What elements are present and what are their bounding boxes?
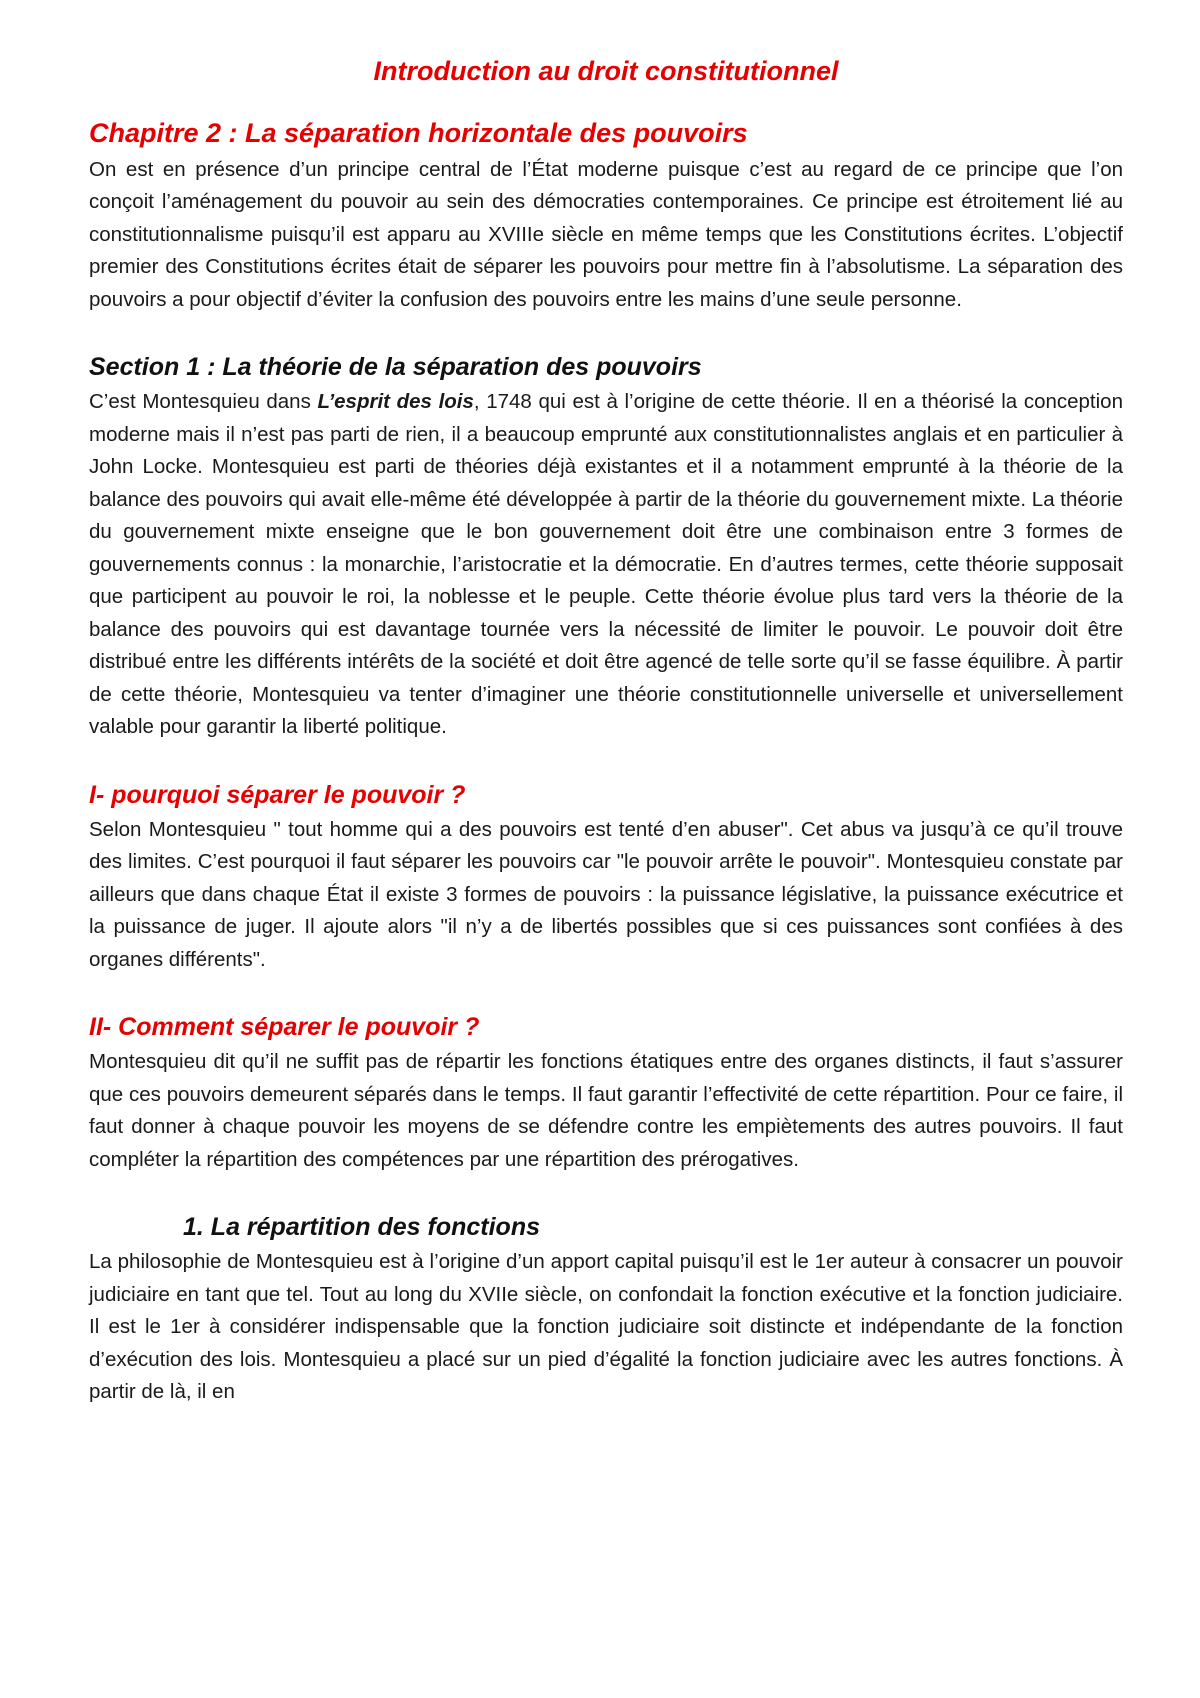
- section-1-paragraph: [89, 386, 1123, 744]
- document-title: Introduction au droit constitutionnel: [373, 56, 839, 86]
- part-2-paragraph: Montesquieu dit qu’il ne suffit pas de répartir les fonctions étatiques entre des organes distincts, il faut s’assurer que ces pouvoirs demeurent séparés dans le temps. Il faut garantir l’effectivité de cette répartition. Pour ce faire, il faut donner à chaque pouvoir les moyens de se défendre contre les empiètements des autres pouvoirs. Il faut compléter la répartition des compétences par une répartition des prérogatives.: [89, 1050, 1123, 1171]
- section-1-heading: Section 1 : La théorie de la séparation des pouvoirs: [89, 353, 702, 382]
- document-page: [89, 55, 1123, 1409]
- subsection-1-heading: 1. La répartition des fonctions: [183, 1213, 540, 1242]
- work-title-esprit-des-lois: L’esprit des lois: [317, 390, 474, 414]
- section-1-text-before: C’est Montesquieu dans: [89, 390, 318, 414]
- chapter-heading: Chapitre 2 : La séparation horizontale des pouvoirs: [89, 118, 748, 149]
- part-1-heading: I- pourquoi séparer le pouvoir ?: [89, 780, 466, 809]
- part-2-heading: II- Comment séparer le pouvoir ?: [89, 1013, 480, 1042]
- subsection-1-paragraph: La philosophie de Montesquieu est à l’origine d’un apport capital puisqu’il est le 1er auteur à consacrer un pouvoir judiciaire en tant que tel. Tout au long du XVIIe siècle, on confondait la fonction exécutive et la fonction judiciaire. Il est le 1er à considérer indispensable que la fonction judiciaire soit distincte et indépendante de la fonction d’exécution des lois. Montesquieu a placé sur un pied d’égalité la fonction judiciaire avec les autres fonctions. À partir de là, il en: [89, 1250, 1123, 1404]
- part-1-paragraph: Selon Montesquieu " tout homme qui a des pouvoirs est tenté d’en abuser". Cet abus va jusqu’à ce qu’il trouve des limites. C’est pourquoi il faut séparer les pouvoirs car "le pouvoir arrête le pouvoir". Montesquieu constate par ailleurs que dans chaque État il existe 3 formes de pouvoirs : la puissance législative, la puissance exécutrice et la puissance de juger. Il ajoute alors "il n’y a de libertés possibles que si ces puissances sont confiées à des organes différents".: [89, 817, 1123, 971]
- section-1-text-after: , 1748 qui est à l’origine de cette théorie. Il en a théorisé la conception moderne mais il n’est pas parti de rien, il a beaucoup emprunté aux constitutionnalistes anglais et en particulier à John Locke. Montesquieu est parti de théories déjà existantes et il a notamment emprunté à la théorie de la balance des pouvoirs qui avait elle-même été développée à partir de la théorie du gouvernement mixte. La théorie du gouvernement mixte enseigne que le bon gouvernement doit être une combinaison entre 3 formes de gouvernements connus : la monarchie, l’aristocratie et la démocratie. En d’autres termes, cette théorie supposait que participent au pouvoir le roi, la noblesse et le peuple. Cette théorie évolue plus tard vers la théorie de la balance des pouvoirs qui est davantage tournée vers la nécessité de limiter le pouvoir. Le pouvoir doit être distribué entre les différents intérêts de la société et doit être agencé de telle sorte qu’il se fasse équilibre. À partir de cette théorie, Montesquieu va tenter d’imaginer une théorie constitutionnelle universelle et universellement valable pour garantir la liberté politique.: [89, 390, 1123, 739]
- chapter-intro-paragraph: On est en présence d’un principe central de l’État moderne puisque c’est au regard de ce principe que l’on conçoit l’aménagement du pouvoir au sein des démocraties contemporaines. Ce principe est étroitement lié au constitutionnalisme puisqu’il est apparu au XVIIIe siècle en même temps que les Constitutions écrites. L’objectif premier des Constitutions écrites était de séparer les pouvoirs pour mettre fin à l’absolutisme. La séparation des pouvoirs a pour objectif d’éviter la confusion des pouvoirs entre les mains d’une seule personne.: [89, 157, 1123, 311]
